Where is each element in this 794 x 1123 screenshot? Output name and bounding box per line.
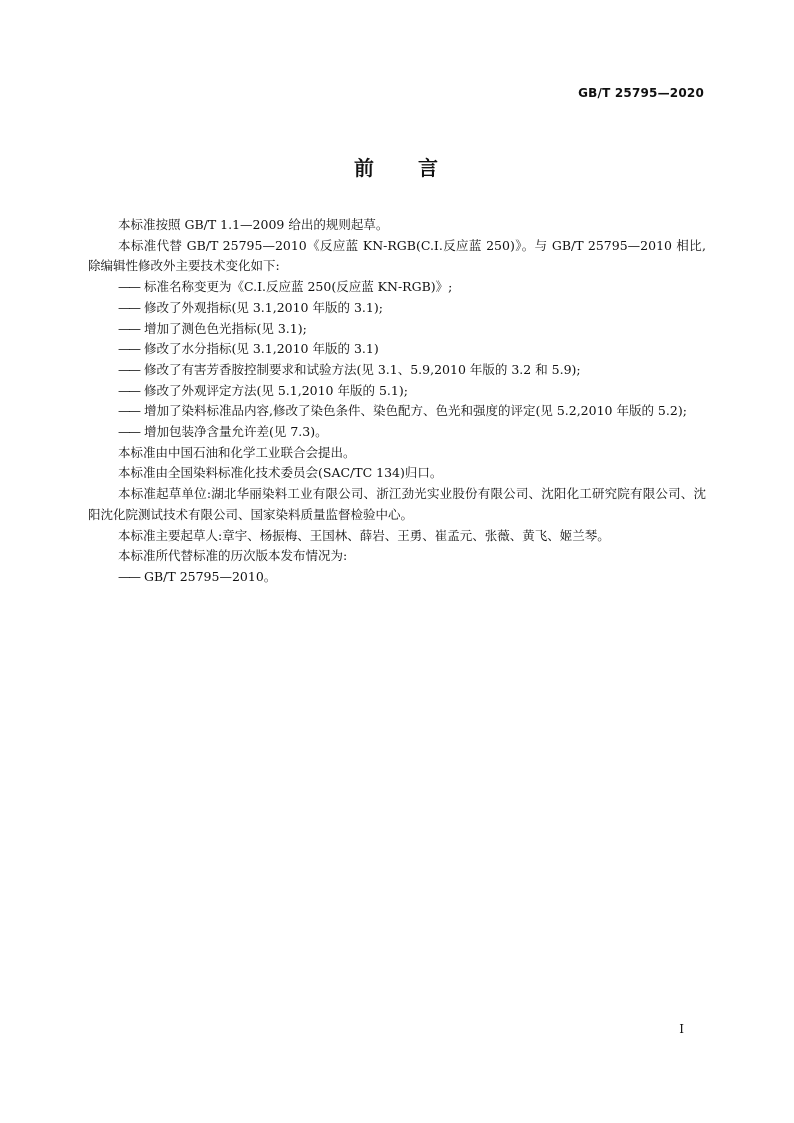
list-item <box>88 567 706 588</box>
title-part-1: 前 <box>354 156 376 180</box>
standard-code: GB/T 25795—2020 <box>578 86 704 100</box>
paragraph-history: 本标准所代替标准的历次版本发布情况为: <box>118 548 348 564</box>
list-item-text: 修改了外观评定方法(见 5.1,2010 年版的 5.1); <box>144 382 408 398</box>
dash-mark: —— <box>118 279 139 295</box>
list-item-text: 修改了水分指标(见 3.1,2010 年版的 3.1) <box>144 341 379 357</box>
list-item-text: GB/T 25795—2010。 <box>144 568 277 584</box>
list-item-text: 修改了有害芳香胺控制要求和试验方法(见 3.1、5.9,2010 年版的 3.2 和 5.9); <box>144 361 581 377</box>
list-item <box>88 298 706 319</box>
paragraph-drafters: 本标准主要起草人:章宇、杨振梅、王国林、薛岩、王勇、崔孟元、张薇、黄飞、姬兰琴。 <box>118 527 610 543</box>
page-number: I <box>679 1022 684 1036</box>
list-item <box>88 319 706 340</box>
list-item-text: 增加包装净含量允许差(见 7.3)。 <box>144 424 328 440</box>
paragraph-replacement: 本标准代替 GB/T 25795—2010《反应蓝 KN-RGB(C.I.反应蓝 250)》。与 GB/T 25795—2010 相比,除编辑性修改外主要技术变化如下: <box>88 237 706 274</box>
dash-mark: —— <box>118 424 139 440</box>
list-item-text: 修改了外观指标(见 3.1,2010 年版的 3.1); <box>144 299 383 315</box>
paragraph-proposer: 本标准由中国石油和化学工业联合会提出。 <box>118 444 356 460</box>
list-item-text: 增加了染料标准品内容,修改了染色条件、染色配方、色光和强度的评定(见 5.2,2010 年版的 5.2); <box>144 403 687 419</box>
dash-mark: —— <box>118 299 139 315</box>
list-item <box>88 360 706 381</box>
list-item-text: 增加了测色色光指标(见 3.1); <box>144 320 307 336</box>
dash-mark: —— <box>118 361 139 377</box>
title-part-2: 言 <box>418 156 440 180</box>
list-item <box>88 277 706 298</box>
paragraph-drafting-units: 本标准起草单位:湖北华丽染料工业有限公司、浙江劲光实业股份有限公司、沈阳化工研究院有限公司、沈阳沈化院测试技术有限公司、国家染料质量监督检验中心。 <box>88 486 706 522</box>
list-item <box>88 339 706 360</box>
page-title <box>0 152 794 181</box>
list-item-text: 标准名称变更为《C.I.反应蓝 250(反应蓝 KN-RGB)》; <box>144 279 453 295</box>
list-item <box>88 401 706 422</box>
dash-mark: —— <box>118 568 139 584</box>
list-item <box>88 381 706 402</box>
dash-mark: —— <box>118 403 139 419</box>
foreword-body <box>88 215 706 588</box>
paragraph-drafting-rules: 本标准按照 GB/T 1.1—2009 给出的规则起草。 <box>118 217 389 232</box>
dash-mark: —— <box>118 382 139 398</box>
list-item <box>88 422 706 443</box>
paragraph-committee: 本标准由全国染料标准化技术委员会(SAC/TC 134)归口。 <box>118 465 443 481</box>
dash-mark: —— <box>118 341 139 357</box>
dash-mark: —— <box>118 320 139 336</box>
